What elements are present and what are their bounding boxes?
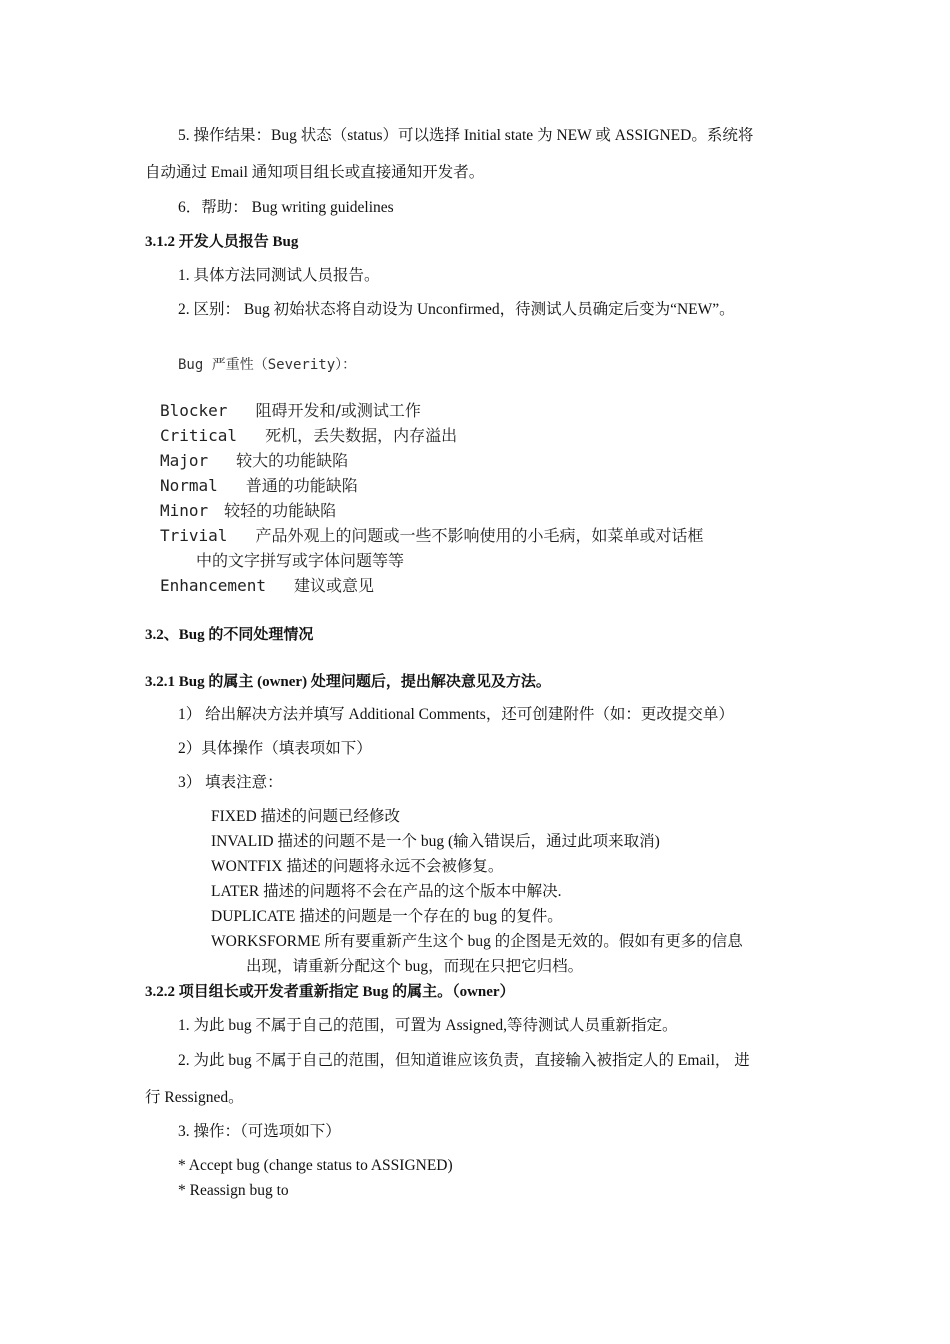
resolution-row-fixed [211, 808, 400, 827]
owner-item-1: 1） 给出解决方法并填写 Additional Comments，还可创建附件（如：更改提交单） [178, 706, 734, 723]
step-5-result: 5. 操作结果：Bug 状态（status）可以选择 Initial state 为 NEW 或 ASSIGNED。系统将 [178, 127, 754, 144]
option-accept-bug: * Accept bug (change status to ASSIGNED) [178, 1157, 453, 1174]
dev-report-item-2: 2. 区别： Bug 初始状态将自动设为 Unconfirmed，待测试人员确定后变为“NEW”。 [178, 301, 735, 318]
severity-name: Normal [160, 476, 218, 495]
owner-item-2: 2）具体操作（填表项如下） [178, 740, 372, 757]
severity-desc: 较大的功能缺陷 [236, 451, 349, 470]
step-6-help: 6．帮助： Bug writing guidelines [178, 199, 394, 216]
resolution-row-later [211, 883, 561, 902]
resolution-row-duplicate [211, 908, 563, 927]
section-heading-3-2: 3.2、Bug 的不同处理情况 [145, 627, 314, 643]
resolution-name: FIXED [211, 808, 257, 825]
reassign-item-2: 2. 为此 bug 不属于自己的范围，但知道谁应该负责，直接输入被指定人的 Email， 进 [178, 1052, 750, 1069]
resolution-name: LATER [211, 883, 260, 900]
owner-item-3: 3） 填表注意： [178, 774, 283, 791]
reassign-item-1: 1. 为此 bug 不属于自己的范围，可置为 Assigned,等待测试人员重新指定。 [178, 1017, 678, 1034]
severity-desc: 产品外观上的问题或一些不影响使用的小毛病，如菜单或对话框 [255, 526, 704, 545]
section-heading-3-2-1: 3.2.1 Bug 的属主 (owner) 处理问题后，提出解决意见及方法。 [145, 674, 551, 690]
severity-row-normal [160, 476, 358, 495]
severity-name: Trivial [160, 526, 228, 545]
resolution-name: WONTFIX [211, 858, 283, 875]
resolution-row-wontfix [211, 858, 503, 877]
resolution-row-invalid [211, 833, 660, 852]
severity-name: Critical [160, 426, 238, 445]
resolution-desc: 描述的问题是一个存在的 bug 的复件。 [299, 908, 563, 925]
resolution-name: INVALID [211, 833, 274, 850]
severity-name: Enhancement [160, 576, 266, 595]
severity-desc: 较轻的功能缺陷 [224, 501, 337, 520]
resolution-row-worksforme [211, 933, 743, 952]
reassign-item-2-cont: 行 Ressigned。 [145, 1089, 244, 1106]
resolution-desc: 描述的问题已经修改 [260, 808, 401, 825]
resolution-desc: 描述的问题不是一个 bug (输入错误后，通过此项来取消) [277, 833, 660, 850]
severity-row-enhancement [160, 576, 374, 595]
severity-desc: 死机，丢失数据，内存溢出 [265, 426, 458, 445]
resolution-desc: 描述的问题将不会在产品的这个版本中解决. [263, 883, 562, 900]
resolution-desc: 所有要重新产生这个 bug 的企图是无效的。假如有更多的信息 [324, 933, 743, 950]
reassign-item-3: 3. 操作：（可选项如下） [178, 1123, 341, 1140]
resolution-name: WORKSFORME [211, 933, 321, 950]
severity-row-critical [160, 426, 457, 445]
dev-report-item-1: 1. 具体方法同测试人员报告。 [178, 267, 380, 284]
severity-row-blocker [160, 401, 421, 420]
severity-title: Bug 严重性（Severity）： [178, 357, 357, 373]
severity-row-trivial-cont [196, 551, 404, 570]
severity-name: Blocker [160, 401, 228, 420]
severity-row-minor [160, 501, 336, 520]
severity-row-trivial [160, 526, 703, 545]
resolution-desc: 描述的问题将永远不会被修复。 [286, 858, 504, 875]
severity-name: Major [160, 451, 209, 470]
resolution-row-worksforme-cont [246, 958, 583, 977]
option-reassign-bug: * Reassign bug to [178, 1182, 289, 1199]
section-heading-3-2-2: 3.2.2 项目组长或开发者重新指定 Bug 的属主。（owner） [145, 984, 515, 1000]
section-heading-3-1-2: 3.1.2 开发人员报告 Bug [145, 234, 299, 250]
severity-desc-cont: 中的文字拼写或字体问题等等 [196, 551, 405, 570]
step-5-result-cont: 自动通过 Email 通知项目组长或直接通知开发者。 [145, 164, 485, 181]
severity-desc: 阻碍开发和/或测试工作 [255, 401, 421, 420]
severity-name: Minor [160, 501, 209, 520]
resolution-desc-cont: 出现，请重新分配这个 bug，而现在只把它归档。 [246, 958, 584, 975]
resolution-name: DUPLICATE [211, 908, 296, 925]
severity-desc: 建议或意见 [293, 576, 374, 595]
severity-desc: 普通的功能缺陷 [245, 476, 358, 495]
severity-row-major [160, 451, 348, 470]
